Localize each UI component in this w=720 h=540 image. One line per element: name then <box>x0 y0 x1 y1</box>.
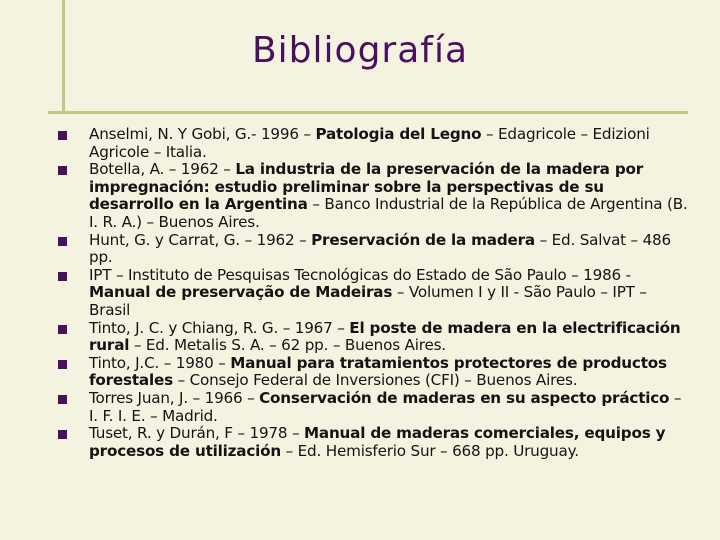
reference-text: Botella, A. – 1962 – La industria de la preservación de la madera por impregnación: estudio preliminar sobre la perspectivas de su desarrollo en la Argentina – Banco Industrial de la República de Argentina (B. I. R. A.) – Buenos Aires. <box>89 160 688 231</box>
list-item <box>58 232 690 267</box>
reference-text: Tuset, R. y Durán, F – 1978 – Manual de maderas comerciales, equipos y procesos de utilización – Ed. Hemisferio Sur – 668 pp. Uruguay. <box>89 424 666 460</box>
reference-work-title: La industria de la preservación de la madera por impregnación: estudio preliminar sobre la perspectivas de su desarrollo en la Argentina <box>89 160 644 214</box>
reference-work-title: Conservación de maderas en su aspecto práctico <box>259 388 670 407</box>
page-title: Bibliografía <box>251 30 469 71</box>
list-item <box>58 425 690 460</box>
square-bullet-icon <box>58 272 67 281</box>
reference-work-title: Manual para tratamientos protectores de productos forestales <box>89 353 667 390</box>
list-item <box>58 126 690 161</box>
accent-horizontal-line <box>48 111 688 114</box>
reference-work-title: Patologia del Legno <box>315 125 482 143</box>
list-item <box>58 161 690 231</box>
reference-text: Tinto, J. C. y Chiang, R. G. – 1967 – El poste de madera en la electrificación rural – Ed. Metalis S. A. – 62 pp. – Buenos Aires. <box>89 318 681 355</box>
reference-work-title: El poste de madera en la electrificación rural <box>89 318 681 355</box>
reference-work-title: Manual de preservação de Madeiras <box>89 283 393 302</box>
square-bullet-icon <box>58 360 67 369</box>
list-item <box>58 390 690 425</box>
square-bullet-icon <box>58 430 67 439</box>
bibliography-list <box>58 126 690 460</box>
square-bullet-icon <box>58 237 67 246</box>
square-bullet-icon <box>58 325 67 334</box>
reference-work-title: Preservación de la madera <box>311 230 535 249</box>
reference-text: Hunt, G. y Carrat, G. – 1962 – Preservación de la madera – Ed. Salvat – 486 pp. <box>89 230 671 267</box>
reference-text: Torres Juan, J. – 1966 – Conservación de maderas en su aspecto práctico – I. F. I. E. – Madrid. <box>89 388 682 425</box>
square-bullet-icon <box>58 395 67 404</box>
square-bullet-icon <box>58 166 67 175</box>
list-item <box>58 267 690 320</box>
reference-text: Anselmi, N. Y Gobi, G.- 1996 – Patologia del Legno – Edagricole – Edizioni Agricole – Italia. <box>89 125 650 161</box>
reference-work-title: Manual de maderas comerciales, equipos y procesos de utilización <box>89 424 666 460</box>
list-item <box>58 320 690 355</box>
square-bullet-icon <box>58 131 67 140</box>
reference-text: Tinto, J.C. – 1980 – Manual para tratamientos protectores de productos forestales – Consejo Federal de Inversiones (CFI) – Buenos Aires. <box>89 353 667 390</box>
reference-text: IPT – Instituto de Pesquisas Tecnológicas do Estado de São Paulo – 1986 - Manual de preservação de Madeiras – Volumen I y II - São Paulo – IPT – Brasil <box>89 265 647 319</box>
list-item <box>58 355 690 390</box>
